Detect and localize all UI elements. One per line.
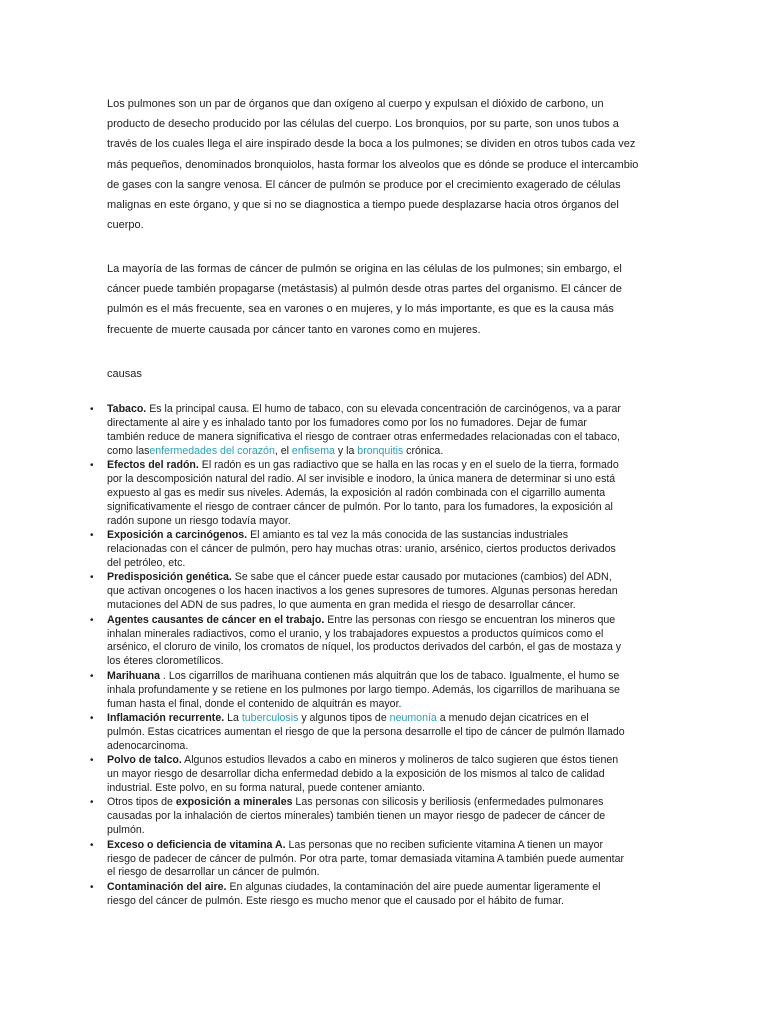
item-text: directamente al aire y es inhalado tanto por los fumadores como por los no fumadores. Dejar de fumar <box>107 416 587 429</box>
item-title: exposición a minerales <box>175 796 293 809</box>
link-neumonia[interactable]: neumonía <box>389 711 437 724</box>
item-text: relacionadas con el cáncer de pulmón, pero hay muchas otras: uranio, arsénico, ciertos productos derivados <box>107 543 616 556</box>
list-item-genetica <box>90 571 650 613</box>
bullet-icon: • <box>90 755 94 767</box>
item-text: inhala profundamente y se retiene en los pulmones por largo tiempo. Además, los cigarrillos de marihuana se <box>107 683 620 696</box>
item-text: Las personas que no reciben suficiente vitamina A tienen un mayor <box>285 838 604 851</box>
item-text: también reduce de manera significativa el riesgo de contraer otras enfermedades relacionadas con el tabaco, <box>107 430 620 443</box>
text-line: La mayoría de las formas de cáncer de pulmón se origina en las células de los pulmones; sin embargo, el <box>107 263 622 275</box>
list-item-talco <box>90 754 650 796</box>
text-line: cuerpo. <box>107 219 144 232</box>
bullet-icon: • <box>90 530 94 542</box>
bullet-icon: • <box>90 670 94 682</box>
item-text: crónica. <box>403 444 444 457</box>
item-text: , el <box>274 444 292 457</box>
item-text: un mayor riesgo de desarrollar dicha enfermedad debido a la exposición de los mismos al talco de calidad <box>107 768 605 781</box>
item-text: Entre las personas con riesgo se encuentran los mineros que <box>324 613 616 626</box>
item-text: Algunos estudios llevados a cabo en mineros y molineros de talco sugieren que éstos tienen <box>181 754 619 767</box>
section-heading-text: causas <box>107 368 142 380</box>
item-text: y la <box>334 444 358 457</box>
item-text: como las <box>107 444 150 457</box>
item-text: Es la principal causa. El humo de tabaco, con su elevada concentración de carcinógenos, va a parar <box>146 403 621 415</box>
text-line: producto de desecho producido por las células del cuerpo. Los bronquios, por su parte, son unos tubos a <box>107 118 619 131</box>
item-text: los éteres clorometílicos. <box>107 655 224 668</box>
item-title: Polvo de talco. <box>107 754 182 767</box>
second-paragraph <box>107 259 647 340</box>
list-item-minerales <box>90 796 650 838</box>
item-text: expuesto al gas es medir sus niveles. Además, la exposición al radón combinada con el cigarrillo aumenta <box>107 486 606 499</box>
item-text: mutaciones del ADN de sus padres, lo que aumenta en gran medida el riesgo de desarrollar cáncer. <box>107 599 576 612</box>
bullet-icon: • <box>90 839 94 851</box>
text-line: través de los cuales llega el aire inspirado desde la boca a los pulmones; se dividen en otros tubos cada vez <box>107 138 636 151</box>
item-text: Otros tipos de <box>107 796 176 809</box>
text-line: malignas en este órgano, y que si no se diagnostica a tiempo puede desplazarse hacia otros órganos del <box>107 199 619 212</box>
list-item-radon <box>90 459 650 529</box>
bullet-icon: • <box>90 881 94 893</box>
text-line: Los pulmones son un par de órganos que dan oxígeno al cuerpo y expulsan el dióxido de carbono, un <box>107 98 604 110</box>
item-title: Inflamación recurrente. <box>107 711 225 724</box>
item-text: En algunas ciudades, la contaminación del aire puede aumentar ligeramente el <box>226 880 601 893</box>
item-text: por la descomposición natural del radio. Al ser invisible e inodoro, la única manera de determinar si uno está <box>107 473 616 486</box>
bullet-icon: • <box>90 460 94 472</box>
item-text: y algunos tipos de <box>298 711 390 724</box>
item-text: industrial. Este polvo, en su forma natural, puede contener amianto. <box>107 781 425 794</box>
item-text: causadas por la inhalación de ciertos minerales) también tienen un mayor riesgo de padecer de cáncer de <box>107 810 606 823</box>
item-text: inhalan minerales radiactivos, como el uranio, y los trabajadores expuestos a productos químicos como el <box>107 627 604 640</box>
bullet-icon: • <box>90 572 94 584</box>
item-text: pulmón. Estas cicatrices aumentan el riesgo de que la persona desarrolle el tipo de cáncer de pulmón llamado <box>107 725 625 738</box>
item-text: a menudo dejan cicatrices en el <box>436 711 589 724</box>
item-text: el riesgo de desarrollar un cáncer de pulmón. <box>107 866 320 879</box>
list-item-inflamacion <box>90 712 650 754</box>
item-text: arsénico, el cloruro de vinilo, los cromatos de níquel, los productos derivados del carbón, el gas de mostaza y <box>107 641 622 654</box>
item-title: Efectos del radón. <box>107 459 199 472</box>
item-text: El amianto es tal vez la más conocida de las sustancias industriales <box>247 529 569 542</box>
item-text: La <box>224 711 242 724</box>
section-heading <box>107 364 647 384</box>
intro-paragraph <box>107 94 647 235</box>
item-text: fuman hasta el final, donde el contenido de alquitrán es mayor. <box>107 697 402 710</box>
text-line: cáncer puede también propagarse (metástasis) al pulmón desde otras partes del organismo. El cáncer de <box>107 283 622 296</box>
text-line: más pequeños, denominados bronquiolos, hasta formar los alveolos que es dónde se produce el intercambio <box>107 158 639 171</box>
text-line: frecuente de muerte causada por cáncer tanto en varones como en mujeres. <box>107 323 481 336</box>
list-item-carcinogenos <box>90 529 650 571</box>
item-text: Las personas con silicosis y beriliosis (enfermedades pulmonares <box>292 796 604 809</box>
item-title: Exposición a carcinógenos. <box>107 529 248 542</box>
item-text: pulmón. <box>107 824 145 837</box>
list-item-contaminacion <box>90 881 650 909</box>
item-title: Marihuana <box>107 669 160 682</box>
list-item-trabajo <box>90 614 650 670</box>
text-line: pulmón es el más frecuente, sea en varones o en mujeres, y lo más importante, es que es la causa más <box>107 303 614 316</box>
bullet-icon: • <box>90 404 94 415</box>
bullet-icon: • <box>90 797 94 809</box>
item-text: del petróleo, etc. <box>107 556 186 569</box>
bullet-icon: • <box>90 614 94 626</box>
bullet-icon: • <box>90 712 94 724</box>
item-text: . Los cigarrillos de marihuana contienen más alquitrán que los de tabaco. Igualmente, el humo se <box>159 669 620 682</box>
list-item-vitamina-a <box>90 839 650 881</box>
item-title: Agentes causantes de cáncer en el trabajo. <box>107 613 325 626</box>
list-item-marihuana <box>90 670 650 712</box>
item-text: Se sabe que el cáncer puede estar causado por mutaciones (cambios) del ADN, <box>231 571 612 584</box>
item-text: radón supone un riesgo todavía mayor. <box>107 514 291 527</box>
causes-list <box>90 403 650 909</box>
item-title: Exceso o deficiencia de vitamina A. <box>107 838 286 851</box>
link-enfermedades-corazon[interactable]: enfermedades del corazón <box>149 444 275 457</box>
list-item-tabaco <box>90 403 650 459</box>
item-title: Tabaco. <box>107 403 147 415</box>
item-title: Predisposición genética. <box>107 571 232 584</box>
item-text: que activan oncogenes o los hacen inactivos a los genes supresores de tumores. Algunas personas heredan <box>107 585 618 598</box>
item-text: riesgo del cáncer de pulmón. Este riesgo es mucho menor que el causado por el hábito de fumar. <box>107 894 564 907</box>
item-text: riesgo de padecer de cáncer de pulmón. Por otra parte, tomar demasiada vitamina A también puede aumentar <box>107 852 625 865</box>
item-text: significativamente el riesgo de contraer cáncer de pulmón. Por lo tanto, para los fumadores, la exposición al <box>107 500 613 513</box>
item-text: El radón es un gas radiactivo que se halla en las rocas y en el suelo de la tierra, formado <box>198 459 619 472</box>
item-title: Contaminación del aire. <box>107 880 227 893</box>
text-line: de gases con la sangre venosa. El cáncer de pulmón se produce por el crecimiento exagerado de células <box>107 178 621 191</box>
link-tuberculosis[interactable]: tuberculosis <box>241 711 299 724</box>
link-enfisema[interactable]: enfisema <box>291 444 335 457</box>
item-text: adenocarcinoma. <box>107 739 189 752</box>
link-bronquitis[interactable]: bronquitis <box>357 444 404 457</box>
